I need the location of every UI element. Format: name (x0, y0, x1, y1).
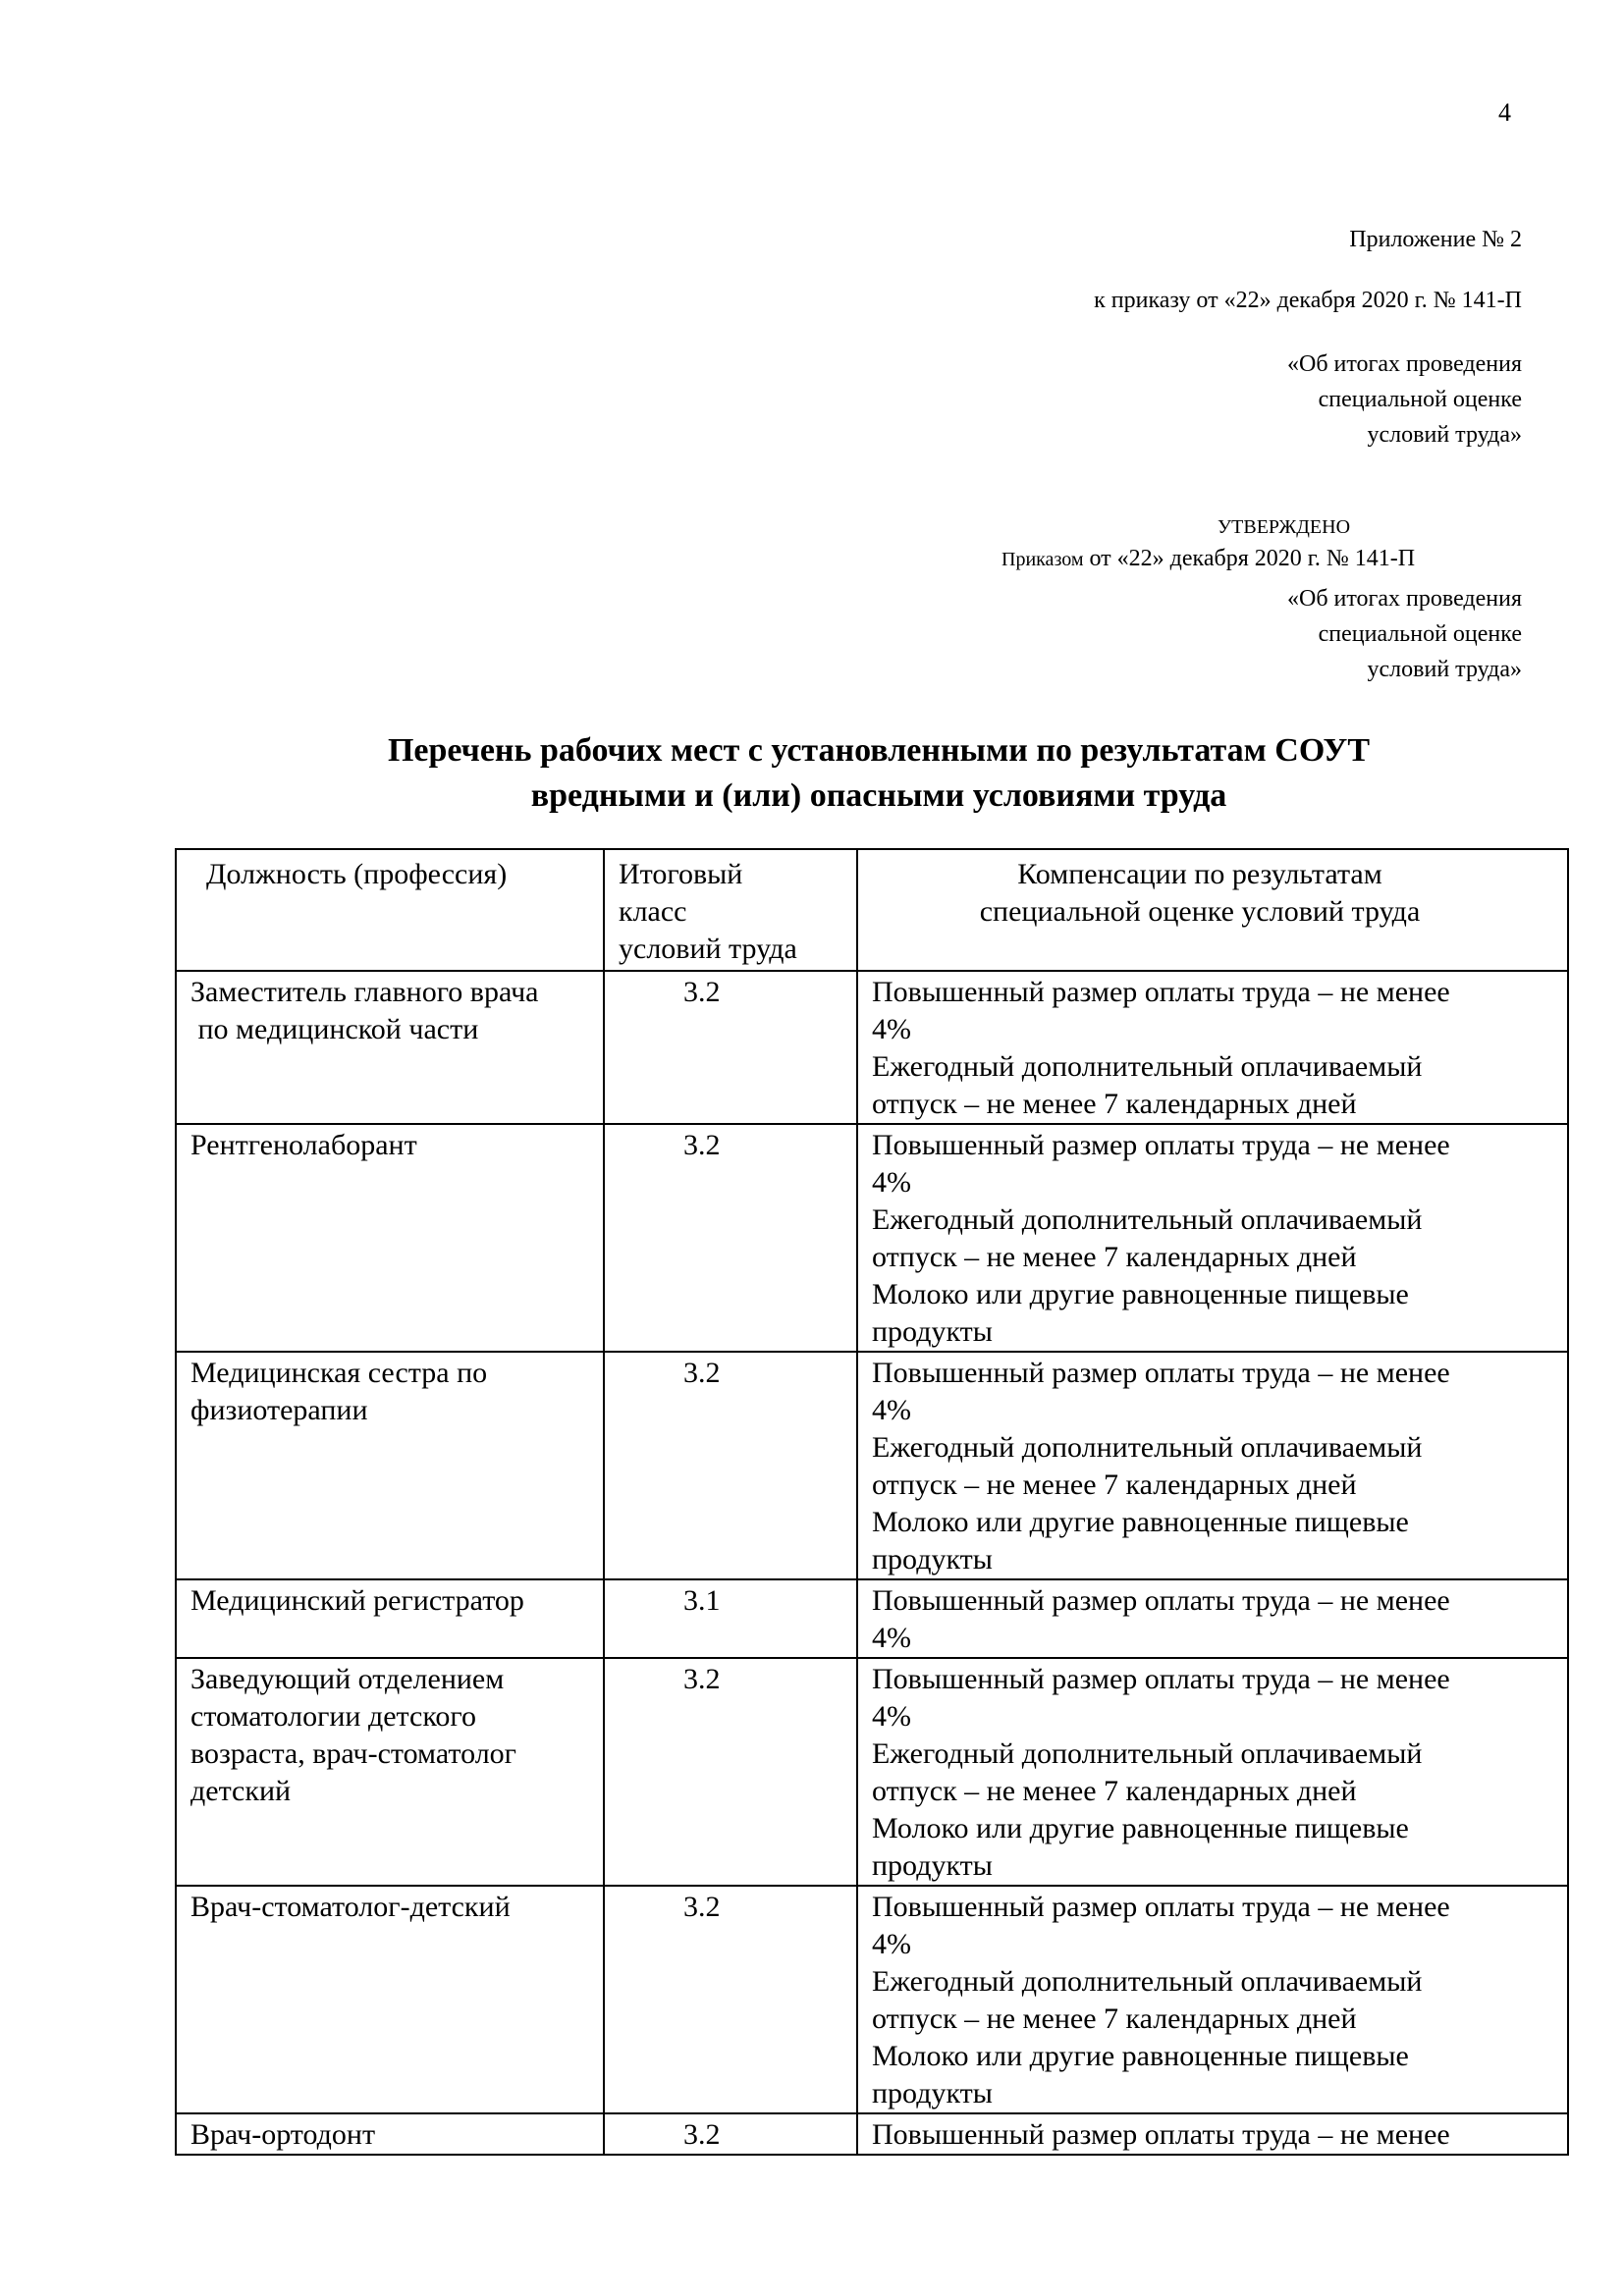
approval-order-reference (1001, 546, 1415, 572)
position-line: возраста, врач-стоматолог (190, 1737, 516, 1770)
compensation-line: Молоко или другие равноценные пищевые (872, 1506, 1409, 1538)
compensation-line: продукты (872, 2077, 993, 2109)
class-cell: 3.2 (604, 1124, 857, 1352)
compensation-line: 4% (872, 1700, 911, 1733)
compensation-line: 4% (872, 1622, 911, 1654)
title-line: Перечень рабочих мест с установленными по результатам СОУТ (387, 732, 1371, 769)
position-line: Заместитель главного врача (190, 976, 539, 1008)
header-class (604, 849, 857, 971)
subject-line: специальной оценке (1318, 387, 1522, 412)
table-row (176, 1124, 1568, 1352)
header-compensation-line: Компенсации по результатам (1017, 858, 1382, 890)
compensation-line: продукты (872, 1543, 993, 1575)
position-cell (176, 2113, 604, 2155)
compensation-line: Повышенный размер оплаты труда – не менее (872, 2118, 1450, 2151)
position-line: Врач-ортодонт (190, 2118, 376, 2151)
compensation-line: отпуск – не менее 7 календарных дней (872, 1088, 1357, 1120)
table-header-row (176, 849, 1568, 971)
compensation-line: 4% (872, 1928, 911, 1960)
header-class-line: класс (619, 895, 687, 928)
appendix-title: Приложение № 2 (1349, 227, 1522, 252)
compensation-line: Повышенный размер оплаты труда – не менее (872, 1357, 1450, 1389)
table-row (176, 971, 1568, 1124)
compensation-cell (857, 971, 1568, 1124)
compensation-cell (857, 1658, 1568, 1886)
table-body (176, 971, 1568, 2155)
compensation-line: Ежегодный дополнительный оплачиваемый (872, 1431, 1423, 1464)
position-cell (176, 1352, 604, 1579)
compensation-line: Повышенный размер оплаты труда – не менее (872, 1129, 1450, 1161)
header-compensation (857, 849, 1568, 971)
approval-label: УТВЕРЖДЕНО (1218, 516, 1351, 538)
table-row (176, 1352, 1568, 1579)
header-class-line: Итоговый (619, 858, 743, 890)
position-line: Медицинский регистратор (190, 1584, 524, 1617)
position-cell (176, 1886, 604, 2113)
compensation-line: 4% (872, 1013, 911, 1045)
class-cell: 3.2 (604, 2113, 857, 2155)
position-line: Медицинская сестра по (190, 1357, 488, 1389)
subject-line: условий труда» (1367, 657, 1522, 682)
table-row (176, 1886, 1568, 2113)
compensation-cell (857, 2113, 1568, 2155)
workplaces-table (175, 848, 1569, 2156)
header-position: Должность (профессия) (176, 849, 604, 971)
subject-line: специальной оценке (1318, 621, 1522, 647)
appendix-order-subject (835, 347, 1522, 453)
approval-order-prefix: Приказом (1001, 549, 1084, 570)
position-line: физиотерапии (190, 1394, 368, 1426)
compensation-cell (857, 1352, 1568, 1579)
compensation-line: отпуск – не менее 7 календарных дней (872, 1775, 1357, 1807)
compensation-line: отпуск – не менее 7 календарных дней (872, 2002, 1357, 2035)
class-cell: 3.1 (604, 1579, 857, 1658)
position-line: Врач-стоматолог-детский (190, 1891, 511, 1923)
compensation-line: Ежегодный дополнительный оплачиваемый (872, 1737, 1423, 1770)
class-cell: 3.2 (604, 1352, 857, 1579)
position-line: по медицинской части (190, 1013, 479, 1045)
subject-line: условий труда» (1367, 422, 1522, 448)
compensation-line: Молоко или другие равноценные пищевые (872, 1812, 1409, 1844)
compensation-line: Молоко или другие равноценные пищевые (872, 1278, 1409, 1310)
class-cell: 3.2 (604, 1886, 857, 2113)
position-line: детский (190, 1775, 292, 1807)
position-cell (176, 1658, 604, 1886)
header-class-line: условий труда (619, 933, 797, 965)
position-cell (176, 1124, 604, 1352)
document-title (177, 728, 1581, 819)
subject-line: «Об итогах проведения (1286, 351, 1522, 377)
table-row (176, 1658, 1568, 1886)
position-cell (176, 971, 604, 1124)
compensation-line: Повышенный размер оплаты труда – не менее (872, 1663, 1450, 1695)
compensation-cell (857, 1886, 1568, 2113)
table-row (176, 2113, 1568, 2155)
compensation-line: отпуск – не менее 7 календарных дней (872, 1468, 1357, 1501)
position-line: Рентгенолаборант (190, 1129, 417, 1161)
class-cell: 3.2 (604, 971, 857, 1124)
subject-line: «Об итогах проведения (1286, 586, 1522, 612)
compensation-line: продукты (872, 1849, 993, 1882)
position-line: стоматологии детского (190, 1700, 476, 1733)
table-row (176, 1579, 1568, 1658)
appendix-order-reference: к приказу от «22» декабря 2020 г. № 141-П (1094, 288, 1522, 313)
compensation-line: Ежегодный дополнительный оплачиваемый (872, 1050, 1423, 1083)
compensation-line: Ежегодный дополнительный оплачиваемый (872, 1203, 1423, 1236)
compensation-cell (857, 1124, 1568, 1352)
compensation-line: Повышенный размер оплаты труда – не менее (872, 1891, 1450, 1923)
page-number: 4 (1498, 98, 1511, 127)
position-line: Заведующий отделением (190, 1663, 505, 1695)
compensation-line: Ежегодный дополнительный оплачиваемый (872, 1965, 1423, 1998)
position-cell (176, 1579, 604, 1658)
compensation-line: продукты (872, 1315, 993, 1348)
compensation-line: 4% (872, 1166, 911, 1199)
compensation-line: Повышенный размер оплаты труда – не менее (872, 976, 1450, 1008)
compensation-cell (857, 1579, 1568, 1658)
compensation-line: Повышенный размер оплаты труда – не менее (872, 1584, 1450, 1617)
compensation-line: Молоко или другие равноценные пищевые (872, 2040, 1409, 2072)
header-compensation-line: специальной оценке условий труда (979, 895, 1421, 928)
class-cell: 3.2 (604, 1658, 857, 1886)
title-line: вредными и (или) опасными условиями труда (530, 777, 1227, 814)
compensation-line: отпуск – не менее 7 календарных дней (872, 1241, 1357, 1273)
approval-order-subject (835, 581, 1522, 687)
compensation-line: 4% (872, 1394, 911, 1426)
approval-order-rest: от «22» декабря 2020 г. № 141-П (1083, 546, 1416, 571)
